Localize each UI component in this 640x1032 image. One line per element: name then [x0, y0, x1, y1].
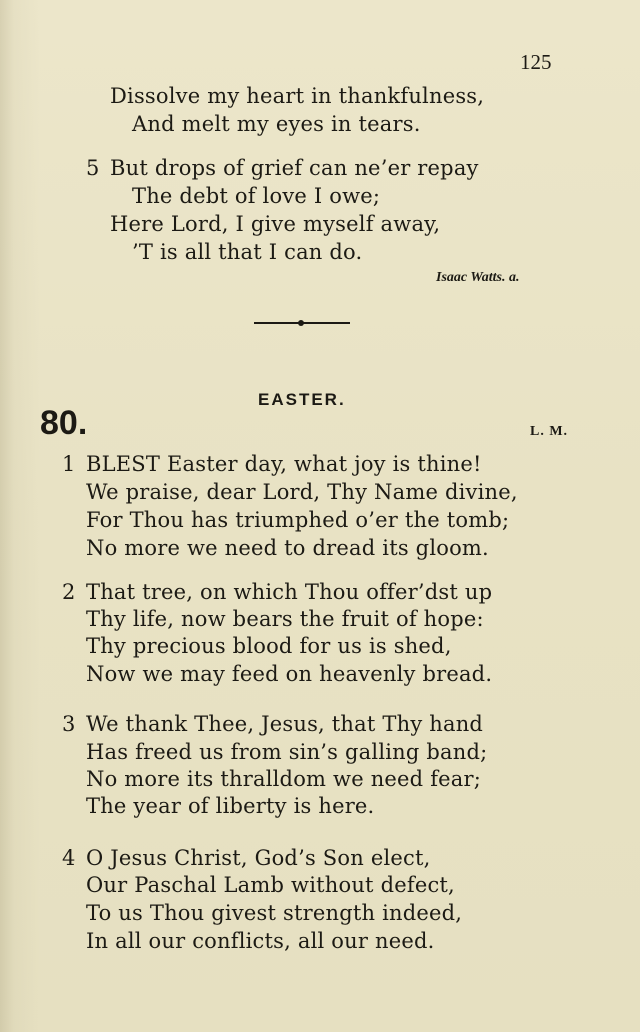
page-number: 125	[520, 50, 552, 74]
stanza-line: For Thou has triumphed o’er the tomb;	[86, 508, 510, 532]
stanza-number: 4	[62, 846, 76, 870]
stanza-line: But drops of grief can ne’er repay	[110, 156, 479, 180]
stanza-number: 3	[62, 712, 76, 736]
prev-hymn-line: Dissolve my heart in thankfulness,	[110, 84, 485, 108]
section-title: EASTER.	[258, 390, 346, 409]
stanza-line: That tree, on which Thou offer’dst up	[86, 580, 493, 604]
hymn-number: 80.	[40, 404, 88, 442]
stanza-number: 2	[62, 580, 76, 604]
stanza-line: ’T is all that I can do.	[132, 240, 363, 264]
author-attribution: Isaac Watts. a.	[436, 270, 520, 285]
stanza-number: 5	[86, 156, 100, 180]
stanza-line: We praise, dear Lord, Thy Name divine,	[86, 480, 518, 504]
stanza-line: No more we need to dread its gloom.	[86, 536, 489, 560]
stanza-line: Our Paschal Lamb without defect,	[86, 873, 455, 897]
hymn-meter: L. M.	[530, 424, 569, 439]
stanza-line: BLEST Easter day, what joy is thine!	[86, 452, 482, 476]
stanza-line: In all our conflicts, all our need.	[86, 929, 435, 953]
prev-hymn-line: And melt my eyes in tears.	[132, 112, 421, 136]
stanza-line: We thank Thee, Jesus, that Thy hand	[86, 712, 484, 736]
stanza-line: O Jesus Christ, God’s Son elect,	[86, 846, 431, 870]
stanza-number: 1	[62, 452, 76, 476]
stanza-line: Thy life, now bears the fruit of hope:	[86, 607, 484, 631]
stanza-line: To us Thou givest strength indeed,	[86, 901, 463, 925]
stanza-line: Here Lord, I give myself away,	[110, 212, 441, 236]
stanza-line: The year of liberty is here.	[86, 794, 375, 818]
stanza-line: Thy precious blood for us is shed,	[86, 634, 452, 658]
stanza-line: The debt of love I owe;	[132, 184, 381, 208]
section-divider-ornament	[298, 320, 304, 326]
stanza-line: No more its thralldom we need fear;	[86, 767, 482, 791]
stanza-line: Has freed us from sin’s galling band;	[86, 740, 488, 764]
stanza-line: Now we may feed on heavenly bread.	[86, 662, 493, 686]
